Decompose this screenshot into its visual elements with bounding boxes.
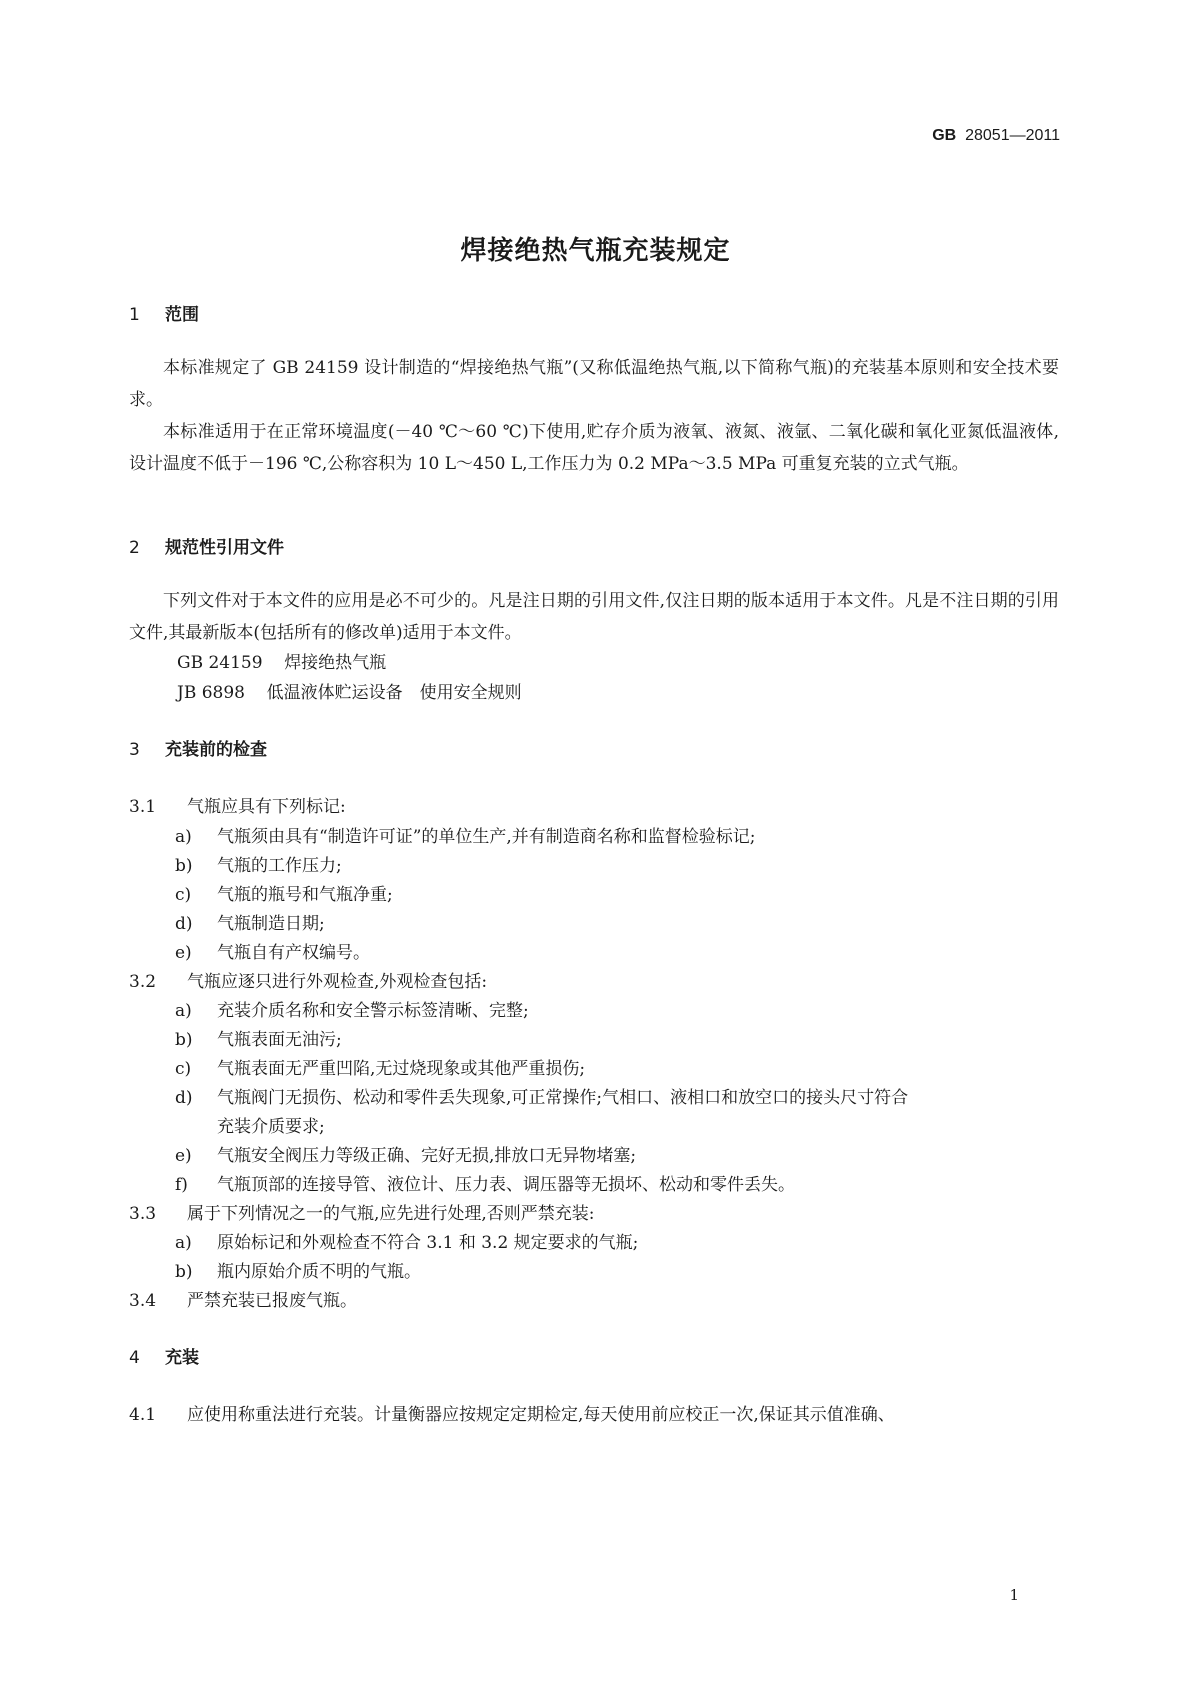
list-item: d) 气瓶制造日期; [175, 914, 325, 934]
section-4-heading: 4 充装 [129, 1348, 199, 1368]
clause-3-1: 3.1 气瓶应具有下列标记: [129, 797, 346, 817]
list-item: b) 瓶内原始介质不明的气瓶。 [175, 1262, 421, 1282]
section-2-body [129, 585, 1059, 649]
clause-4-1: 4.1 应使用称重法进行充装。计量衡器应按规定定期检定,每天使用前应校正一次,保证其示值准确、 [129, 1405, 895, 1425]
list-item: a) 充装介质名称和安全警示标签清晰、完整; [175, 1001, 529, 1021]
reference-item: JB 6898 低温液体贮运设备 使用安全规则 [177, 683, 522, 703]
list-item: f) 气瓶顶部的连接导管、液位计、压力表、调压器等无损坏、松动和零件丢失。 [175, 1175, 795, 1195]
paragraph: 下列文件对于本文件的应用是必不可少的。凡是注日期的引用文件,仅注日期的版本适用于本文件。凡是不注日期的引用文件,其最新版本(包括所有的修改单)适用于本文件。 [129, 591, 1059, 643]
reference-item: GB 24159 焊接绝热气瓶 [177, 653, 387, 673]
section-3-heading: 3 充装前的检查 [129, 740, 267, 760]
list-item: c) 气瓶的瓶号和气瓶净重; [175, 885, 393, 905]
list-item: a) 气瓶须由具有“制造许可证”的单位生产,并有制造商名称和监督检验标记; [175, 827, 756, 847]
list-item: e) 气瓶安全阀压力等级正确、完好无损,排放口无异物堵塞; [175, 1146, 637, 1166]
clause-3-2: 3.2 气瓶应逐只进行外观检查,外观检查包括: [129, 972, 488, 992]
document-number: GB 28051—2011 [932, 127, 1060, 144]
paragraph: 本标准适用于在正常环境温度(－40 ℃～60 ℃)下使用,贮存介质为液氧、液氮、液氩、二氧化碳和氧化亚氮低温液体,设计温度不低于－196 ℃,公称容积为 10 L～450 L,工作压力为 0.2 MPa～3.5 MPa 可重复充装的立式气瓶。 [129, 422, 1059, 474]
section-1-body [129, 352, 1059, 480]
list-item: a) 原始标记和外观检查不符合 3.1 和 3.2 规定要求的气瓶; [175, 1233, 639, 1253]
list-item-continuation: 充装介质要求; [217, 1117, 325, 1137]
page-title: 焊接绝热气瓶充装规定 [460, 236, 731, 266]
clause-3-4: 3.4 严禁充装已报废气瓶。 [129, 1291, 357, 1311]
page-number: 1 [1009, 1586, 1019, 1604]
list-item: b) 气瓶的工作压力; [175, 856, 342, 876]
section-1-heading: 1 范围 [129, 305, 199, 325]
paragraph: 本标准规定了 GB 24159 设计制造的“焊接绝热气瓶”(又称低温绝热气瓶,以下简称气瓶)的充装基本原则和安全技术要求。 [129, 358, 1059, 410]
clause-3-3: 3.3 属于下列情况之一的气瓶,应先进行处理,否则严禁充装: [129, 1204, 595, 1224]
list-item: d) 气瓶阀门无损伤、松动和零件丢失现象,可正常操作;气相口、液相口和放空口的接头尺寸符合 [175, 1088, 909, 1108]
list-item: c) 气瓶表面无严重凹陷,无过烧现象或其他严重损伤; [175, 1059, 586, 1079]
list-item: e) 气瓶自有产权编号。 [175, 943, 370, 963]
section-2-heading: 2 规范性引用文件 [129, 538, 284, 558]
list-item: b) 气瓶表面无油污; [175, 1030, 342, 1050]
